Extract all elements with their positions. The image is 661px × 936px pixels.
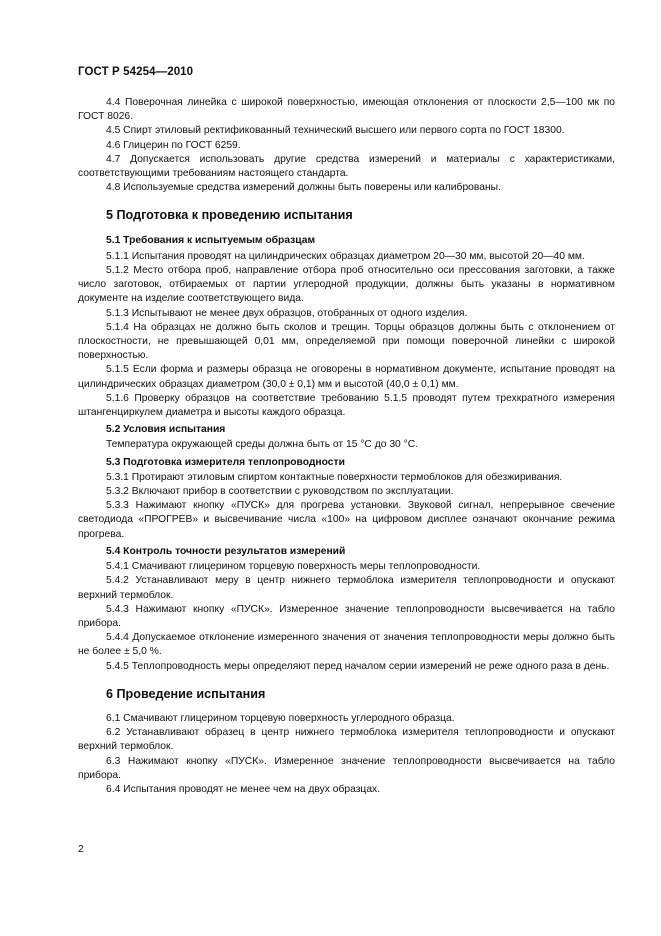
paragraph: 5.1.4 На образцах не должно быть сколов и трещин. Торцы образцов должны быть с отклонением от плоскостности, не превышающей 0,01 мм, определяемой при помощи поверочной линейки с широкой поверхностью. [78, 321, 615, 362]
paragraph: 5.1.6 Проверку образцов на соответствие требованию 5.1.5 проводят путем трехкратного измерения штангенциркулем диаметра и высоты каждого образца. [78, 392, 615, 419]
paragraph: 5.4.1 Смачивают глицерином торцевую поверхность меры теплопроводности. [106, 561, 481, 573]
paragraph: 5.1.1 Испытания проводят на цилиндрических образцах диаметром 20—30 мм, высотой 20—40 мм. [106, 250, 585, 262]
subsection-heading: 5.3 Подготовка измерителя теплопроводности [106, 456, 345, 468]
paragraph: 6.4 Испытания проводят не менее чем на двух образцах. [106, 783, 381, 795]
paragraph: 5.1.5 Если форма и размеры образца не оговорены в нормативном документе, испытание проводят на цилиндрических образцах диаметром (30,0 ± 0,1) мм и высотой (40,0 ± 0,1) мм. [78, 364, 615, 390]
section-heading: 5 Подготовка к проведению испытания [106, 208, 353, 223]
paragraph: 5.1.2 Место отбора проб, направление отбора проб относительно оси прессования заготовки, а также число заготовок, отбираемых от партии углеродной продукции, должны быть указаны в нормативном документе на изделие соответствующего вида. [78, 265, 615, 305]
paragraph: 6.2 Устанавливают образец в центр нижнего термоблока измерителя теплопроводности и опускают верхний термоблок. [78, 727, 615, 753]
paragraph: 4.5 Спирт этиловый ректификованный технический высшего или первого сорта по ГОСТ 18300. [106, 125, 565, 137]
paragraph: 4.7 Допускается использовать другие средства измерений и материалы с характеристиками, соответствующими требованиям настоящего стандарта. [78, 153, 615, 180]
paragraph: 5.1.3 Испытывают не менее двух образцов, отобранных от одного изделия. [106, 307, 468, 319]
subsection-heading: 5.4 Контроль точности результатов измерений [106, 545, 346, 557]
page-number: 2 [78, 844, 84, 855]
paragraph: 4.8 Используемые средства измерений должны быть поверены или калиброваны. [106, 182, 501, 194]
paragraph: 5.3.1 Протирают этиловым спиртом контактные поверхности термоблоков для обезжиривания. [106, 471, 563, 483]
paragraph: 5.4.4 Допускаемое отклонение измеренного значения от значения теплопроводности меры должно быть не более ± 5,0 %. [78, 632, 615, 658]
paragraph: 6.3 Нажимают кнопку «ПУСК». Измеренное значение теплопроводности высвечивается на табло прибора. [78, 755, 615, 781]
paragraph: 5.4.5 Теплопроводность меры определяют перед началом серии измерений не реже одного раза в день. [106, 660, 610, 672]
paragraph: 4.6 Глицерин по ГОСТ 6259. [106, 139, 241, 151]
paragraph: 5.4.3 Нажимают кнопку «ПУСК». Измеренное значение теплопроводности высвечивается на табло прибора. [78, 603, 615, 629]
paragraph: 5.3.2 Включают прибор в соответствии с руководством по эксплуатации. [106, 486, 454, 498]
paragraph: 5.3.3 Нажимают кнопку «ПУСК» для прогрева установки. Звуковой сигнал, непрерывное свечение светодиода «ПРОГРЕВ» и высвечивание числа «100» на цифровом дисплее означают окончание режима прогрева. [78, 500, 615, 540]
document-body [78, 96, 615, 797]
section-heading: 6 Проведение испытания [106, 686, 266, 701]
paragraph: Температура окружающей среды должна быть от 15 °С до 30 °С. [106, 439, 419, 451]
subsection-heading: 5.1 Требования к испытуемым образцам [106, 234, 316, 246]
paragraph: 6.1 Смачивают глицерином торцевую поверхность углеродного образца. [106, 712, 455, 724]
standard-header: ГОСТ Р 54254—2010 [78, 66, 194, 78]
paragraph: 4.4 Поверочная линейка с широкой поверхностью, имеющая отклонения от плоскости 2,5—100 мк по ГОСТ 8026. [78, 97, 615, 123]
subsection-heading: 5.2 Условия испытания [106, 424, 226, 436]
paragraph: 5.4.2 Устанавливают меру в центр нижнего термоблока измерителя теплопроводности и опускают верхний термоблок. [78, 575, 615, 601]
